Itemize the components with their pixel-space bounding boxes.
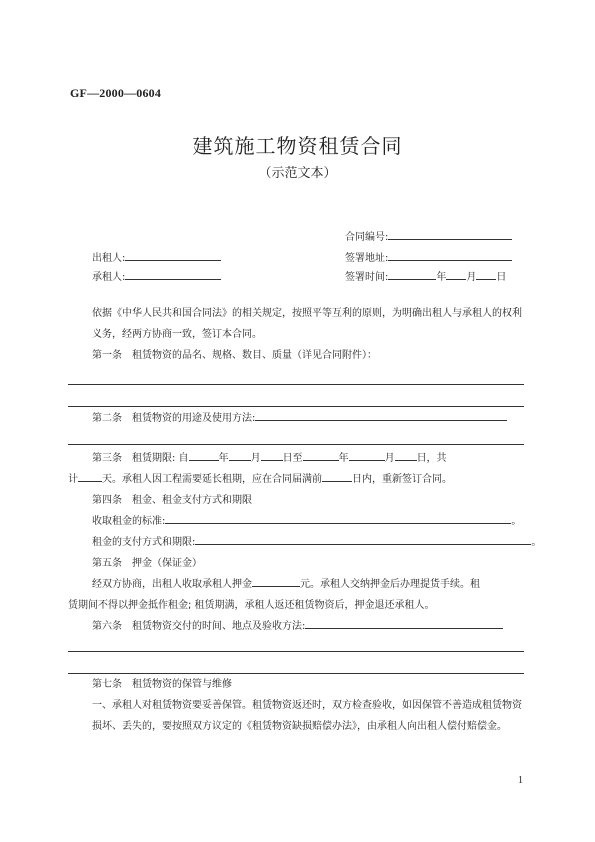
deposit-amount-blank[interactable] <box>252 575 300 587</box>
article-1-heading: 第一条 租赁物资的品名、规格、数目、质量（详见合同附件）： <box>92 350 377 361</box>
article-3-extension-text: 天。承租人因工程需要延长租期，应在合同届满前 <box>102 474 322 485</box>
article-2-heading: 第二条 租赁物资的用途及使用方法: <box>92 413 256 424</box>
lessee-blank[interactable] <box>125 268 221 280</box>
article-4-payment-row <box>68 532 542 553</box>
sign-day-blank[interactable] <box>476 268 496 280</box>
article-6-blank[interactable] <box>305 617 503 629</box>
article-2-blank[interactable] <box>255 409 507 421</box>
article-4-heading: 第四条 租金、租金支付方式和期限 <box>92 495 252 506</box>
rent-payment-label: 租金的支付方式和期限: <box>92 537 196 548</box>
rent-standard-label: 收取租金的标准: <box>92 516 166 527</box>
lessee-label: 承租人: <box>92 272 126 283</box>
document-code: GF—2000—0604 <box>70 86 162 100</box>
deposit-text-a: 经双方协商，出租人收取承租人押金 <box>92 579 252 590</box>
start-year-blank[interactable] <box>189 449 219 461</box>
sign-time-field <box>345 268 506 285</box>
start-month-label: 月 <box>250 453 261 464</box>
sign-place-field <box>345 249 512 266</box>
sign-place-label: 签署地址: <box>345 253 389 264</box>
article-2-row <box>68 408 526 429</box>
article-5-row-2: 赁期间不得以押金抵作租金; 租赁期满，承租人返还租赁物资后，押金退还承租人。 <box>68 600 435 611</box>
deposit-text-b: 元。承租人交纳押金后办理提货手续。租 <box>300 579 480 590</box>
article-5-heading: 第五条 押金（保证金） <box>92 558 202 569</box>
start-month-blank[interactable] <box>229 449 251 461</box>
start-year-label: 年 <box>218 453 229 464</box>
contract-number-field <box>345 228 512 245</box>
article-7-heading: 第七条 租赁物资的保管与维修 <box>92 679 232 690</box>
article-3-total-prefix: 计 <box>68 474 78 485</box>
page-number: 1 <box>518 775 523 786</box>
end-year-blank[interactable] <box>303 449 339 461</box>
sign-month-blank[interactable] <box>446 268 466 280</box>
article-1-blank-line-1[interactable] <box>68 384 524 385</box>
article-7-clause-1: 一、承租人对租赁物资要妥善保管。租赁物资返还时，双方检查验收，如因保管不善造成租赁物资损坏、丢失的，要按照双方议定的《租赁物资缺损赔偿办法》，由承租人向出租人偿付赔偿金。 <box>92 700 522 732</box>
renew-days-blank[interactable] <box>322 470 352 482</box>
end-month-blank[interactable] <box>349 449 385 461</box>
sign-place-blank[interactable] <box>388 249 512 261</box>
sign-month-label: 月 <box>466 272 477 283</box>
article-7 <box>68 674 526 737</box>
lessor-blank[interactable] <box>125 249 221 261</box>
rent-standard-blank[interactable] <box>165 512 511 524</box>
article-2 <box>68 408 526 429</box>
end-day-label: 日，共 <box>416 453 447 464</box>
contract-number-label: 合同编号: <box>345 232 389 243</box>
total-days-blank[interactable] <box>78 470 102 482</box>
document-subtitle: （示范文本） <box>258 166 337 181</box>
document-title: 建筑施工物资租赁合同 <box>192 134 403 158</box>
rent-payment-blank[interactable] <box>195 533 531 545</box>
article-4-standard-row <box>68 511 526 532</box>
article-6-heading: 第六条 租赁物资交付的时间、地点及验收方法: <box>92 621 306 632</box>
contract-number-blank[interactable] <box>388 228 512 240</box>
article-5-row-1 <box>68 574 526 595</box>
intro-paragraph <box>68 303 526 345</box>
sign-day-label: 日 <box>496 272 507 283</box>
article-3-renew-text: 日内，重新签订合同。 <box>352 474 452 485</box>
article-1 <box>68 345 526 366</box>
end-month-label: 月 <box>384 453 395 464</box>
sign-year-label: 年 <box>436 272 447 283</box>
lessee-field <box>92 268 221 285</box>
article-3 <box>68 448 542 637</box>
start-day-label: 日至 <box>282 453 303 464</box>
start-day-blank[interactable] <box>261 449 283 461</box>
article-2-blank-line-2[interactable] <box>68 444 524 445</box>
end-day-blank[interactable] <box>395 449 417 461</box>
rent-standard-end: 。 <box>511 516 522 527</box>
article-6-row <box>68 616 526 637</box>
intro-text: 依据《中华人民共和国合同法》的相关规定，按照平等互利的原则，为明确出租人与承租人的权利义务，经两方协商一致，签订本合同。 <box>92 308 522 340</box>
article-6-blank-line-2[interactable] <box>68 651 524 652</box>
sign-year-blank[interactable] <box>388 268 436 280</box>
article-3-row-1 <box>68 448 526 469</box>
lessor-label: 出租人: <box>92 253 126 264</box>
lessor-field <box>92 249 221 266</box>
article-1-blank-line-2[interactable] <box>68 406 524 407</box>
end-year-label: 年 <box>338 453 349 464</box>
sign-time-label: 签署时间: <box>345 272 389 283</box>
article-3-label: 第三条 租赁期限: 自 <box>92 453 189 464</box>
rent-payment-end: 。 <box>531 537 542 548</box>
article-3-row-2 <box>68 469 526 490</box>
